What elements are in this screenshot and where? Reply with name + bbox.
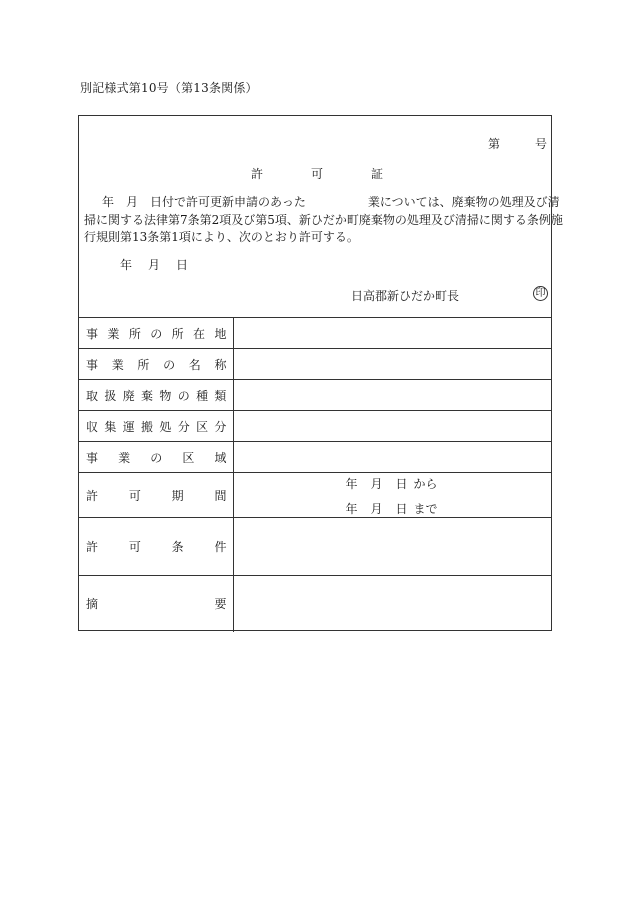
row-label [79, 576, 233, 632]
row-value [233, 576, 552, 632]
statement-year: 年 [102, 195, 115, 209]
table-row [79, 576, 552, 632]
row-label-char: 区 [196, 419, 209, 434]
table-row [79, 318, 552, 349]
row-label-chars [79, 418, 233, 435]
row-label [79, 411, 233, 442]
row-label-char: 分 [177, 419, 190, 434]
table-row [79, 411, 552, 442]
row-label-char: 地 [214, 326, 227, 341]
table-row [79, 473, 552, 518]
row-label-char: 可 [128, 488, 141, 503]
row-label [79, 473, 233, 518]
period-end-day: 日 [395, 502, 408, 516]
row-value [233, 411, 552, 442]
document-title [251, 165, 383, 182]
row-label-char: の [150, 450, 163, 465]
row-label-chars [79, 595, 233, 612]
table-row [79, 380, 552, 411]
title-char: 許 [251, 167, 264, 181]
row-value [233, 380, 552, 411]
row-value [233, 442, 552, 473]
row-label-char: 取 [86, 388, 99, 403]
row-label-char: 所 [137, 357, 150, 372]
row-label-char: 事 [86, 450, 99, 465]
permit-statement [84, 194, 563, 247]
period-end [346, 500, 438, 517]
issue-day: 日 [176, 258, 189, 272]
row-label-chars [79, 449, 233, 466]
permit-header [79, 116, 563, 317]
row-label-char: 許 [86, 488, 99, 503]
title-char: 可 [310, 167, 323, 181]
row-label-char: 物 [159, 388, 172, 403]
form-number-label: 別記様式第10号（第13条関係） [80, 81, 258, 95]
row-label-char: 業 [111, 357, 124, 372]
row-label-chars [79, 356, 233, 373]
period-start-day: 日 [395, 477, 408, 491]
row-label [79, 518, 233, 576]
row-label-char: 要 [214, 597, 227, 612]
issue-year: 年 [120, 258, 133, 272]
permit-number-prefix: 第 [488, 137, 501, 151]
statement-text-b: 業については、廃棄物の処理及び清 [367, 195, 560, 209]
statement-month: 月 [126, 195, 139, 209]
seal-mark: 印 [533, 286, 548, 301]
row-label [79, 318, 233, 349]
row-label-char: 処 [159, 419, 172, 434]
statement-line-2: 掃に関する法律第7条第2項及び第5項、新ひだか町廃棄物の処理及び清掃に関する条例施 [84, 212, 563, 227]
row-label-char: 種 [196, 388, 209, 403]
row-label-chars [79, 487, 233, 504]
row-label-char: 廃 [122, 388, 135, 403]
period-start [346, 475, 438, 492]
row-label [79, 349, 233, 380]
statement-line-3: 行規則第13条第1項により、次のとおり許可する。 [84, 230, 359, 244]
permit-form-frame [78, 115, 563, 631]
row-label-char: 事 [86, 326, 99, 341]
row-label-char: 区 [182, 450, 195, 465]
row-label-char: 可 [128, 540, 141, 554]
row-label [79, 442, 233, 473]
issuer-name: 日高郡新ひだか町長 [351, 289, 460, 303]
row-label-char: 名 [188, 357, 201, 372]
row-label-chars [79, 538, 233, 555]
row-label-char: 分 [214, 419, 227, 434]
issue-date [120, 256, 188, 273]
statement-line-1 [84, 194, 560, 212]
row-label-char: 扱 [104, 388, 117, 403]
row-label-char: 所 [171, 326, 184, 341]
row-label-char: 期 [171, 488, 184, 503]
period-end-year: 年 [345, 502, 358, 516]
title-char: 証 [370, 167, 383, 181]
row-label-char: 称 [214, 357, 227, 372]
row-label-char: の [163, 357, 176, 372]
row-label-char: 摘 [86, 597, 99, 612]
row-label-char: 域 [214, 450, 227, 465]
row-label-char: 業 [107, 326, 120, 341]
table-row [79, 442, 552, 473]
issue-month: 月 [148, 258, 161, 272]
row-label-char: 集 [104, 419, 117, 434]
row-value [233, 318, 552, 349]
row-label-char: 間 [214, 488, 227, 503]
permit-period [234, 473, 552, 517]
row-label-char: 事 [86, 357, 99, 372]
row-label-char: 棄 [141, 388, 154, 403]
row-label-char: の [177, 388, 190, 403]
row-label-char: 運 [122, 419, 135, 434]
row-label-chars [79, 387, 233, 404]
row-label [79, 380, 233, 411]
row-label-char: 業 [118, 450, 131, 465]
period-end-month: 月 [370, 502, 383, 516]
period-start-month: 月 [370, 477, 383, 491]
row-label-char: 在 [193, 326, 206, 341]
row-value [233, 518, 552, 576]
row-label-char: 件 [214, 540, 227, 554]
table-row [79, 518, 552, 576]
period-start-year: 年 [345, 477, 358, 491]
table-row [79, 349, 552, 380]
period-start-suffix: から [413, 477, 438, 491]
statement-text-a: 日付で許可更新申請のあった [150, 195, 306, 209]
permit-number-suffix: 号 [535, 137, 548, 151]
row-label-char: 所 [128, 326, 141, 341]
row-label-chars [79, 325, 233, 342]
row-value [233, 349, 552, 380]
row-label-char: 搬 [141, 419, 154, 434]
row-label-char: 類 [214, 388, 227, 403]
row-label-char: 収 [86, 419, 99, 434]
row-label-char: の [150, 326, 163, 341]
period-end-suffix: まで [413, 502, 438, 516]
row-label-char: 条 [171, 540, 184, 554]
permit-period-value [233, 473, 552, 518]
permit-details-table [79, 317, 552, 632]
row-label-char: 許 [86, 540, 99, 554]
